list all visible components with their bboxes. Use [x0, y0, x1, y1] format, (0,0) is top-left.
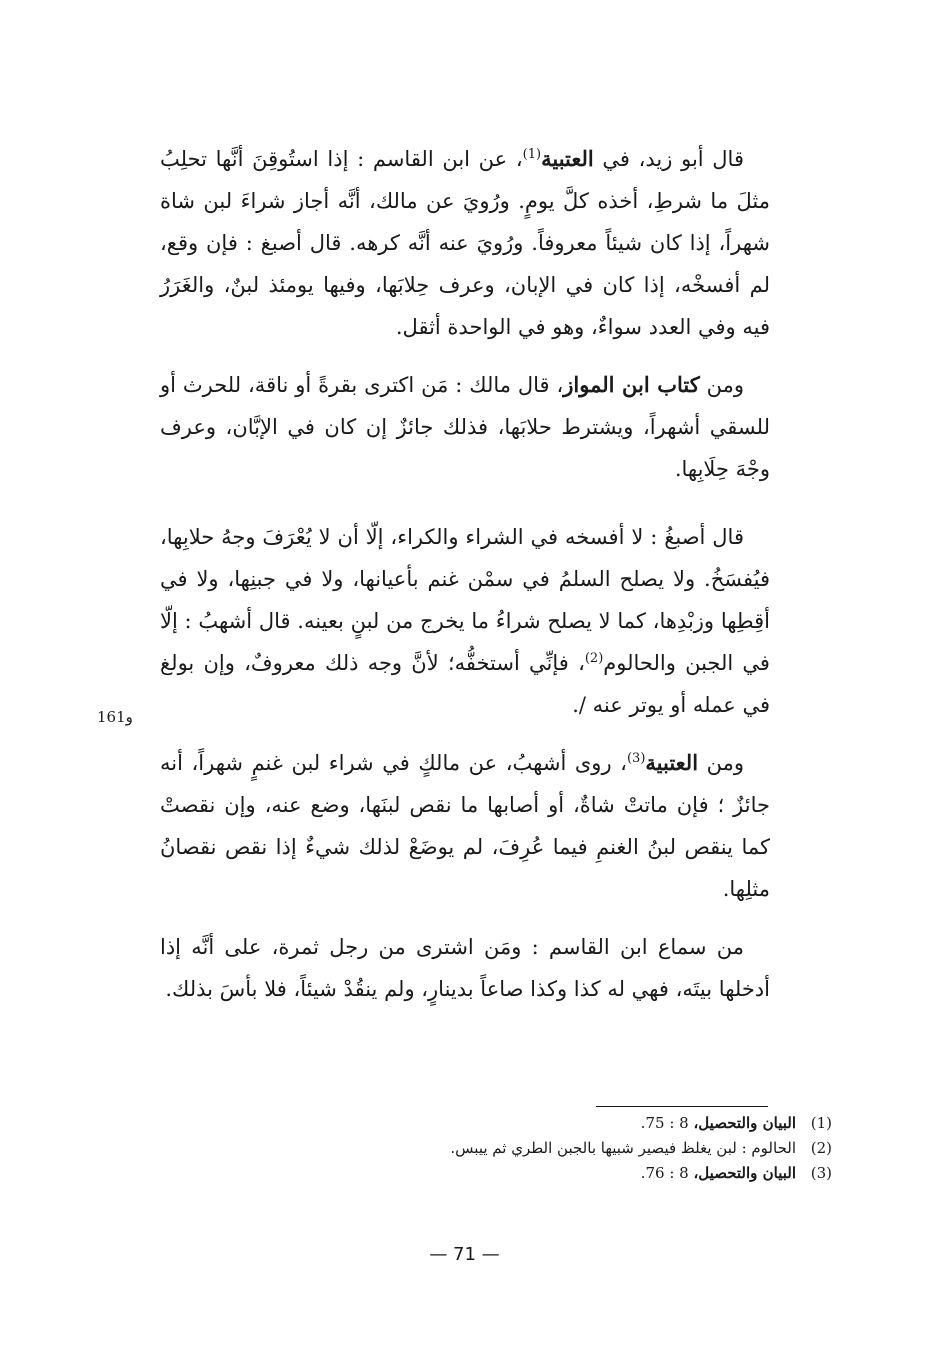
footnote-ref: (1) — [522, 147, 542, 162]
main-text — [160, 138, 770, 1026]
footnote — [300, 1136, 832, 1161]
paragraph — [160, 364, 770, 490]
footnote-text: 8 : 75. — [640, 1114, 694, 1132]
source-title: العتبية — [541, 146, 594, 171]
paragraph-text: ومن — [699, 373, 744, 397]
paragraph-text: ، فإنِّي أستخفُّه؛ لأنَّ وجه ذلك معروفٌ، وإن بولغ في عمله أو يوتر عنه /. — [160, 651, 770, 717]
footnote-source: البيان والتحصيل، — [693, 1114, 796, 1132]
paragraph-text: ، قال مالك : مَن اكترى بقرةً أو ناقة، للحرث أو للسقي أشهراً، ويشترط حلابَها، فذلك جائزٌ إن كان في الإبَّان، وعرف وجْهَ حِلَابِها. — [160, 373, 770, 481]
paragraph-text: من سماع ابن القاسم : ومَن اشترى من رجل ثمرة، على أنَّه إذا أدخلها بيتَه، فهي له كذا وكذا صاعاً بدينارٍ، ولم ينقُدْ شيئاً، فلا بأسَ بذلك. — [160, 935, 770, 1001]
footnote-ref: (2) — [584, 651, 604, 666]
paragraph-text: ، عن ابن القاسم : إذا استُوقِنَ أنَّها تحلِبُ مثلَ ما شرطِ، أخذه كلَّ يومٍ. ورُويَ عن مالك، أنَّه أجاز شراءَ لبن شاة شهراً، إذا كان شيئاً معروفاً. ورُويَ عنه أنَّه كرهه. قال أصبغ : فإن وقع، لم أفسخْه، إذا كان في الإبان، وعرف حِلابَها، وفيها يومئذ لبنٌ، والغَرَرُ فيه وفي العدد سواءٌ، وهو في الواحدة أثقل. — [160, 147, 770, 339]
footnote — [300, 1161, 832, 1186]
page-number: — 71 — — [429, 1244, 500, 1265]
paragraph-text: ، روى أشهبُ، عن مالكٍ في شراء لبن غنمٍ شهراً، أنه جائزٌ ؛ فإن ماتتْ شاةٌ، أو أصابها ما نقص لبنَها، وضع عنه، وإن نقصتْ كما ينقص لبنُ الغنمِ فيما عُرِفَ، لم يوضَعْ لذلك شيءٌ إذا نقص نقصانُ مثلِها. — [160, 751, 770, 901]
footnote-number: (1) — [810, 1114, 832, 1132]
paragraph-text: ومن — [698, 751, 744, 775]
footnote-separator — [596, 1106, 768, 1107]
folio-margin-note: 161و — [97, 708, 133, 726]
source-title: العتبية — [645, 750, 699, 775]
source-title: كتاب ابن المواز — [563, 372, 700, 397]
footnote-text: 8 : 76. — [640, 1164, 694, 1182]
paragraph — [160, 926, 770, 1010]
paragraph — [160, 742, 770, 910]
footnote — [300, 1111, 832, 1136]
footnote-ref: (3) — [626, 751, 646, 766]
footnote-source: البيان والتحصيل، — [693, 1164, 796, 1182]
footnote-number: (2) — [810, 1139, 832, 1157]
footnote-number: (3) — [810, 1164, 832, 1182]
footnotes — [300, 1111, 832, 1186]
paragraph — [160, 516, 770, 726]
paragraph-text: قال أصبغُ : لا أفسخه في الشراء والكراء، إلّا أن لا يُعْرَفَ وجهُ حلابِها، فيُفسَخُ. ولا يصلح السلمُ في سمْن غنم بأعيانها، ولا في جبنِها، ولا في أقِطِها وزبْدِها، كما لا يصلح شراءُ ما يخرج من لبنٍ بعينه. قال أشهبُ : إلّا في الجبن والحالوم — [160, 525, 770, 675]
paragraph — [160, 138, 770, 348]
footnote-text: الحالوم : لبن يغلظ فيصير شبيها بالجبن الطري ثم ييبس. — [450, 1139, 796, 1157]
paragraph-text: قال أبو زيد، في — [593, 147, 744, 171]
